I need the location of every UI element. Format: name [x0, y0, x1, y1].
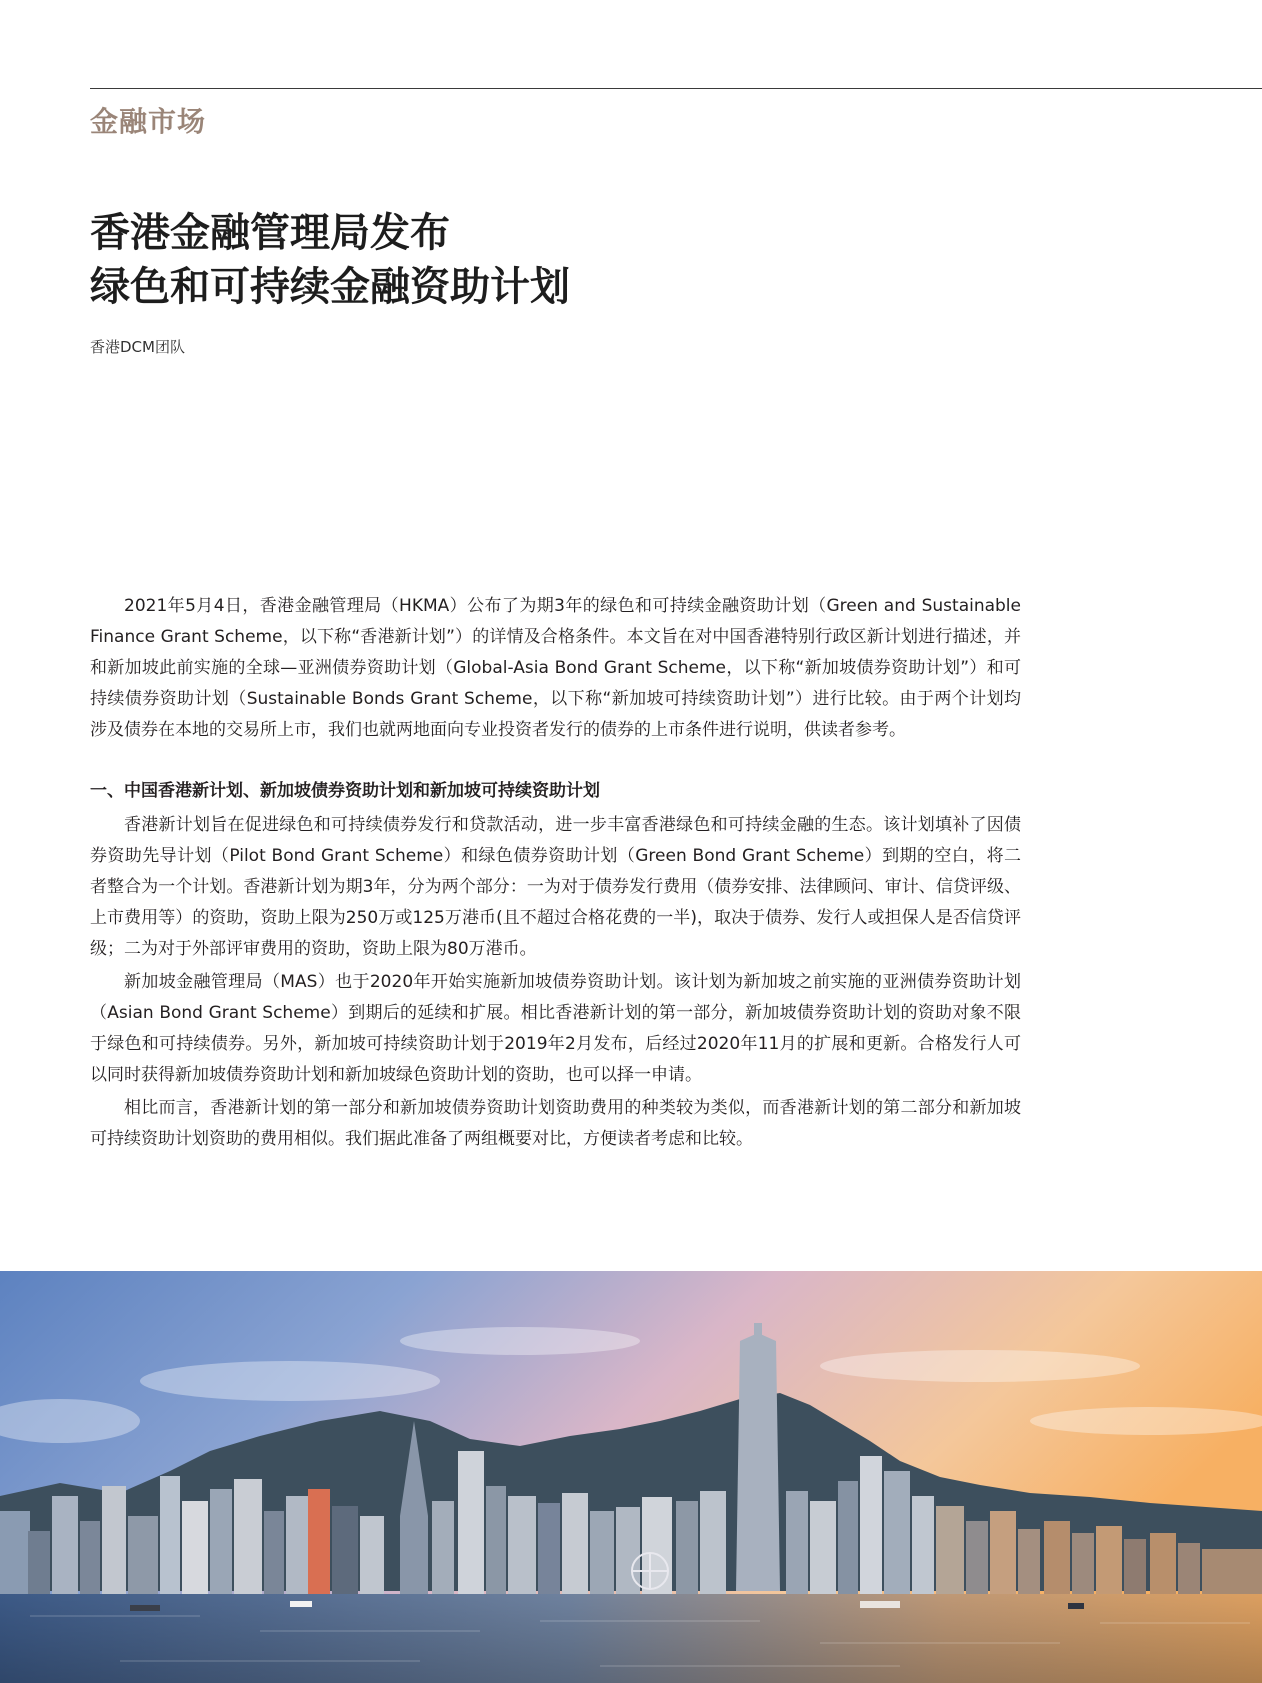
article-title-line-1: 香港金融管理局发布 [90, 210, 450, 256]
article-title-line-2: 绿色和可持续金融资助计划 [90, 264, 570, 310]
section-label: 金融市场 [90, 105, 207, 138]
hong-kong-skyline-photo [0, 1271, 1262, 1683]
article-title [90, 206, 570, 314]
article-byline: 香港DCM团队 [90, 338, 185, 356]
section-1-heading: 一、中国香港新计划、新加坡债券资助计划和新加坡可持续资助计划 [90, 781, 600, 801]
header-rule [90, 88, 1262, 89]
section-1-paragraph-2: 新加坡金融管理局（MAS）也于2020年开始实施新加坡债券资助计划。该计划为新加坡之前实施的亚洲债券资助计划（Asian Bond Grant Scheme）到期后的延续和扩展。相比香港新计划的第一部分，新加坡债券资助计划的资助对象不限于绿色和可持续债券。另外，新加坡可持续资助计划于2019年2月发布，后经过2020年11月的扩展和更新。合格发行人可以同时获得新加坡债券资助计划和新加坡绿色资助计划的资助，也可以择一申请。 [90, 972, 1021, 1085]
section-1-paragraph-1: 香港新计划旨在促进绿色和可持续债券发行和贷款活动，进一步丰富香港绿色和可持续金融的生态。该计划填补了因债券资助先导计划（Pilot Bond Grant Scheme）和绿色债券资助计划（Green Bond Grant Scheme）到期的空白，将二者整合为一个计划。香港新计划为期3年，分为两个部分：一为对于债券发行费用（债券安排、法律顾问、审计、信贷评级、上市费用等）的资助，资助上限为250万或125万港币(且不超过合格花费的一半)，取决于债券、发行人或担保人是否信贷评级；二为对于外部评审费用的资助，资助上限为80万港币。 [90, 815, 1021, 959]
article-body [90, 591, 1021, 1157]
section-1-paragraph-3: 相比而言，香港新计划的第一部分和新加坡债券资助计划资助费用的种类较为类似，而香港新计划的第二部分和新加坡可持续资助计划资助的费用相似。我们据此准备了两组概要对比，方便读者考虑和比较。 [90, 1098, 1021, 1149]
intro-paragraph: 2021年5月4日，香港金融管理局（HKMA）公布了为期3年的绿色和可持续金融资助计划（Green and Sustainable Finance Grant Scheme，以下称“香港新计划”）的详情及合格条件。本文旨在对中国香港特别行政区新计划进行描述，并和新加坡此前实施的全球—亚洲债券资助计划（Global-Asia Bond Grant Scheme，以下称“新加坡债券资助计划”）和可持续债券资助计划（Sustainable Bonds Grant Scheme，以下称“新加坡可持续资助计划”）进行比较。由于两个计划均涉及债券在本地的交易所上市，我们也就两地面向专业投资者发行的债券的上市条件进行说明，供读者参考。 [90, 596, 1021, 740]
ferris-wheel [632, 1553, 668, 1589]
